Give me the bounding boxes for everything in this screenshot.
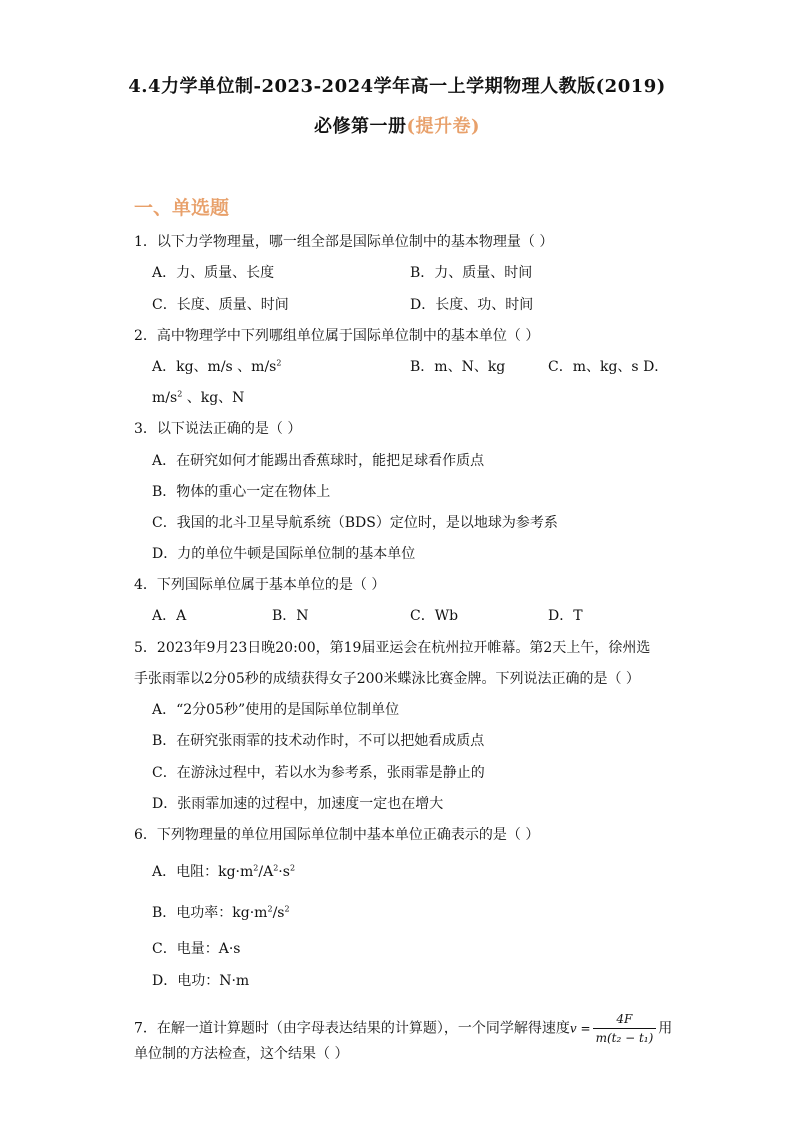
- q4-option-b: B．N: [272, 608, 309, 624]
- q6-b-s1: 2: [267, 904, 273, 914]
- q3-option-b: B．物体的重心一定在物体上: [152, 484, 331, 500]
- q1-stem: 1．以下力学物理量，哪一组全部是国际单位制中的基本物理量（ ）: [134, 234, 554, 250]
- q4-option-d: D．T: [548, 608, 583, 624]
- document-title-line1: 4.4力学单位制-2023-2024学年高一上学期物理人教版(2019): [128, 76, 666, 97]
- q6-b-t2: /s: [272, 905, 285, 921]
- q6-a-s1: 2: [253, 863, 259, 873]
- q2-option-d: [152, 389, 244, 407]
- q2-option-b: B．m、N、kg: [410, 359, 506, 375]
- q7-formula-numerator: 4F: [593, 1010, 657, 1029]
- title-difficulty-tag: (提升卷): [406, 116, 481, 137]
- q5-option-d: D．张雨霏加速的过程中，加速度一定也在增大: [152, 796, 444, 812]
- q3-option-d: D．力的单位牛顿是国际单位制的基本单位: [152, 546, 416, 562]
- q4-option-a: A．A: [152, 608, 187, 624]
- q3-option-c: C．我国的北斗卫星导航系统（BDS）定位时，是以地球为参考系: [152, 515, 558, 531]
- q2-a-text: A．kg、m/s 、m/s: [152, 359, 277, 375]
- q2-d-text2: 、kg、N: [182, 390, 245, 406]
- q6-a-s2: 2: [273, 863, 279, 873]
- q6-stem: 6．下列物理量的单位用国际单位制中基本单位正确表示的是（ ）: [134, 827, 540, 843]
- q7-velocity-formula: [593, 1010, 657, 1047]
- q1-option-c: C．长度、质量、时间: [152, 297, 289, 313]
- q6-option-a: [152, 863, 295, 881]
- q1-option-d: D．长度、功、时间: [410, 297, 534, 313]
- q6-b-s2: 2: [284, 904, 290, 914]
- q5-option-b: B．在研究张雨霏的技术动作时，不可以把她看成质点: [152, 733, 485, 749]
- q2-stem: 2．高中物理学中下列哪组单位属于国际单位制中的基本单位（ ）: [134, 328, 540, 344]
- q2-d-sup: 2: [177, 389, 183, 399]
- q1-option-b: B．力、质量、时间: [410, 265, 533, 281]
- q1-option-a: A．力、质量、长度: [152, 265, 275, 281]
- q5-stem-line1: 5．2023年9月23日晚20:00，第19届亚运会在杭州拉开帷幕。第2天上午，徐州选: [134, 640, 651, 656]
- q6-b-t1: B．电功率：kg·m: [152, 905, 268, 921]
- q6-a-s3: 2: [289, 863, 296, 873]
- q5-option-c: C．在游泳过程中，若以水为参考系，张雨霏是静止的: [152, 765, 485, 781]
- q4-stem: 4．下列国际单位属于基本单位的是（ ）: [134, 577, 386, 593]
- q6-a-t3: ·s: [278, 864, 290, 880]
- q5-option-a: A．“2分05秒”使用的是国际单位制单位: [152, 702, 400, 718]
- document-title-line2: [0, 112, 794, 138]
- q7-stem-line1: [134, 1010, 672, 1047]
- q7-formula-denominator: m(t₂ − t₁): [595, 1031, 654, 1045]
- q3-stem: 3．以下说法正确的是（ ）: [134, 421, 302, 437]
- title-main: 必修第一册: [313, 116, 407, 137]
- q6-option-c: C．电量：A·s: [152, 941, 241, 957]
- q6-option-b: [152, 904, 290, 922]
- q5-stem-line2: 手张雨霏以2分05秒的成绩获得女子200米蝶泳比赛金牌。下列说法正确的是（ ）: [134, 671, 640, 687]
- q4-option-c: C．Wb: [410, 608, 459, 624]
- q7-stem-text2: 用: [658, 1020, 673, 1037]
- q6-option-d: D．电功：N·m: [152, 973, 250, 989]
- q2-option-a: [152, 358, 281, 376]
- q2-a-sup: 2: [276, 358, 282, 368]
- q7-stem-text: 7．在解一道计算题时（由字母表达结果的计算题），一个同学解得速度: [134, 1020, 570, 1037]
- section-heading-single-choice: 一、单选题: [134, 197, 230, 219]
- q7-stem-line2: 单位制的方法检查，这个结果（ ）: [134, 1046, 349, 1062]
- q6-a-t1: A．电阻：kg·m: [152, 864, 254, 880]
- q2-option-c: C．m、kg、s D．: [548, 359, 669, 375]
- q7-formula-lhs: v =: [569, 1021, 591, 1036]
- q2-d-text: m/s: [152, 390, 178, 406]
- q3-option-a: A．在研究如何才能踢出香蕉球时，能把足球看作质点: [152, 453, 485, 469]
- q6-a-t2: /A: [258, 864, 274, 880]
